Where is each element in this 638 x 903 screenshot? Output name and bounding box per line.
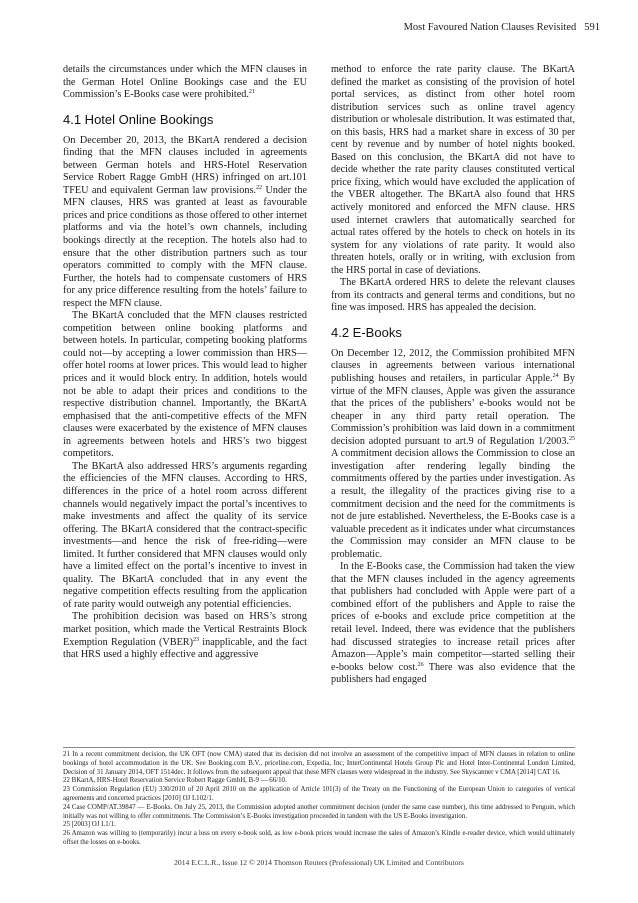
footnote: 26 Amazon was willing to (temporarily) incur a loss on every e-book sold, as low e-book prices would increase the sales of Amazon’s Kindle e-reader device, which would ultimately offset the losses on e-books. <box>63 830 575 846</box>
footnote-ref: 21 <box>248 89 255 96</box>
paragraph <box>63 64 307 102</box>
footnotes <box>63 747 575 848</box>
paragraph-text: details the circumstances under which the MFN clauses in the German Hotel Online Bookings case and the EU Commission’s E-Books case were prohibited. <box>63 64 307 101</box>
paragraph-text: A commitment decision allows the Commission to close an investigation after rendering legally binding the commitments offered by the parties under investigation. As a result, the illegality of the practices giving rise to a commitment decision and the need for the commitments is not de jure established. Nevertheless, the E-Books case is a valuable precedent as it indicates under what circumstances the Commission may consider an MFN clause to be problematic. <box>331 448 575 560</box>
footnote: 21 In a recent commitment decision, the UK OFT (now CMA) stated that its decision did not involve an assessment of the competitive impact of MFN clauses in relation to online bookings of hotel accommodation in the UK. See Booking.com B.V., priceline.com, Expedia, Inc, InterContinental Hotels Group Plc and Hotel Inter-Continental London Limited, Decision of 31 January 2014, OFT 1514dec. It follows from the subsequent appeal that these MFN clauses were widespread in the industry. See Skyscanner v CMA [2014] CAT 16. <box>63 751 575 776</box>
paragraph <box>63 611 307 661</box>
page-number: 591 <box>584 22 600 33</box>
paragraph-text: By virtue of the MFN clauses, Apple was given the assurance that the prices of the publishers’ e-books would not be cheaper in any third party retail operation. The Commission’s prohibition was laid down in a commitment decision adopted pursuant to art.9 of Regulation 1/2003. <box>331 373 575 447</box>
paragraph: The BKartA also addressed HRS’s arguments regarding the efficiencies of the MFN clauses. According to HRS, differences in the price of a hotel room across different channels would negatively impact the portal’s incentives to make investments and affect the quality of its service offering. The BKartA considered that the contract-specific investments—and hence the risk of free-riding—were limited. It further considered that MFN clauses would only have a limited effect on the portal’s incentive to invest in quality. The BKartA concluded that in any event the negative competition effects resulting from the application of rate parity would outweigh any potential efficiencies. <box>63 460 307 610</box>
paragraph: method to enforce the rate parity clause. The BKartA defined the market as consisting of the provision of hotel portal services, as distinct from other hotel room distribution services such as online travel agency distribution or wholesale distribution. It was estimated that, on this basis, HRS had a market share in excess of 30 per cent by revenue and by number of hotel nights booked. Based on this conclusion, the BKartA did not have to decide whether the rate parity clauses constituted vertical price fixing, which would have excluded the application of the VBER altogether. The BKartA also found that HRS actively monitored and enforced the MFN clause. HRS used internet crawlers that automatically searched for actual rates offered by the hotels to check on hotels in its system for any violations of rate parity. It would also threaten hotels, orally or in writing, with exclusion from the HRS portal in case of deviations. <box>331 64 575 276</box>
footnote-ref: 24 <box>552 373 559 380</box>
section-heading-hotel-online-bookings: 4.1 Hotel Online Bookings <box>63 111 214 127</box>
page-footer: 2014 E.C.L.R., Issue 12 © 2014 Thomson Reuters (Professional) UK Limited and Contributors <box>174 858 464 867</box>
paragraph <box>63 135 307 311</box>
right-column <box>331 64 575 687</box>
paragraph-text: On December 12, 2012, the Commission prohibited MFN clauses in agreements between various international publishing houses and retailers, in particular Apple. <box>331 347 575 385</box>
footnote: 24 Case COMP/AT.39847 — E-Books. On July 25, 2013, the Commission adopted another commitment decision (under the same case number), this time addressed to Penguin, which initially was not willing to offer commitments. The Commission’s E-Books investigation proceeded in tandem with the US E-Books investigation. <box>63 803 575 820</box>
paragraph <box>331 348 575 561</box>
running-header <box>404 22 600 33</box>
paragraph <box>331 561 575 686</box>
paragraph-text: The prohibition decision was based on HRS’s strong market position, which made the Vertical Restraints Block Exemption Regulation (VBER) <box>63 611 307 648</box>
paragraph-text: On December 20, 2013, the BKartA rendered a decision finding that the MFN clauses included in agreements between German hotels and HRS-Hotel Reservation Service Robert Ragge GmbH (HRS) infringed on art.101 TFEU and equivalent German law provisions. <box>63 134 307 196</box>
paragraph: The BKartA concluded that the MFN clauses restricted competition between online booking platforms and between hotels. In particular, competing booking platforms could not—by accepting a lower commission than HRS—offer hotel rooms at lower prices. This would lead to higher prices and it would block entry. In addition, hotels would not be able to adapt their prices and conditions to the respective distribution channel. Importantly, the BKartA emphasised that the anti-competitive effects of the MFN clauses were exacerbated by the existence of MFN clauses in agreements between hotels and HRS’s two biggest competitors. <box>63 310 307 460</box>
running-title: Most Favoured Nation Clauses Revisited <box>403 22 577 33</box>
paragraph: The BKartA ordered HRS to delete the relevant clauses from its contracts and general terms and conditions, but no fine was imposed. HRS has appealed the decision. <box>331 277 575 314</box>
footnote-ref: 23 <box>192 636 199 643</box>
footnote: 23 Commission Regulation (EU) 330/2010 of 20 April 2010 on the application of Article 101(3) of the Treaty on the Functioning of the European Union to categories of vertical agreements and concerted practices [2010] OJ L102/1. <box>63 786 575 802</box>
paragraph-text: There was also evidence that the publishers had engaged <box>331 661 576 686</box>
footnote-ref: 22 <box>255 184 262 191</box>
footnote-ref: 26 <box>417 661 424 668</box>
footnote-ref: 25 <box>569 435 575 442</box>
footnote: 22 BKartA, HRS-Hotel Reservation Service Robert Ragge GmbH, B-9 — 66/10. <box>63 777 287 785</box>
section-heading-e-books: 4.2 E-Books <box>331 324 402 340</box>
paragraph-text: In the E-Books case, the Commission had taken the view that the MFN clauses included in the agency agreements that publishers had concluded with Apple were part of a combined effort of the publishers and Apple to raise the prices of e-books and exclude price competition at the retail level. Indeed, there was evidence that the publishers had discussed strategies to increase retail prices after Amazon—Apple’s main competitor—started selling their e-books below cost. <box>331 561 575 673</box>
paragraph-text: Under the MFN clauses, HRS was granted at least as favourable prices and price conditions as those offered to other internet platforms and via the hotel’s own channels, including bookings directly at the reception. The hotels also had to ensure that the other distribution partners such as tour operators committed to comply with the MFN clause. Further, the hotels had to compensate customers of HRS for any price difference resulting from the hotels’ failure to respect the MFN clause. <box>63 184 307 309</box>
left-column <box>63 64 307 662</box>
paragraph-text: inapplicable, and the fact that HRS used a highly effective and aggressive <box>63 636 307 661</box>
footnote: 25 [2003] OJ L1/1. <box>63 821 116 829</box>
footnote-divider <box>63 747 575 748</box>
